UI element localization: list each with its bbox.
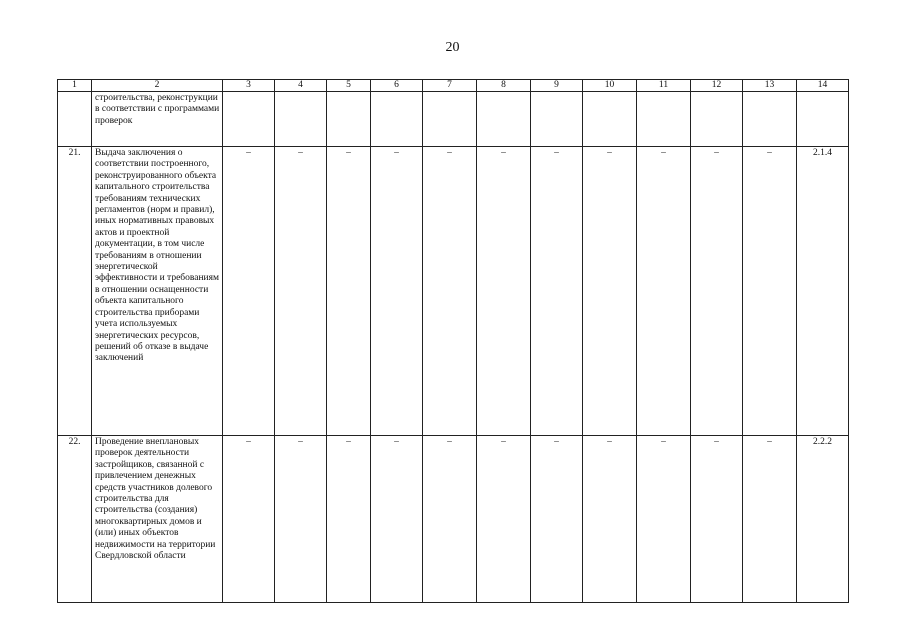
row-number: 22. bbox=[58, 436, 92, 603]
row-code: 2.1.4 bbox=[797, 147, 849, 436]
table-cell: – bbox=[371, 147, 423, 436]
table-cell: – bbox=[637, 147, 691, 436]
table-cell: – bbox=[223, 436, 275, 603]
row-description: строительства, реконструкции в соответствии с программами проверок bbox=[92, 92, 223, 147]
table-cell bbox=[371, 92, 423, 147]
table-cell bbox=[423, 92, 477, 147]
column-header: 5 bbox=[327, 80, 371, 92]
document-table bbox=[57, 79, 849, 603]
table-cell bbox=[691, 92, 743, 147]
column-header: 6 bbox=[371, 80, 423, 92]
table-cell: – bbox=[743, 436, 797, 603]
row-description: Выдача заключения о соответствии построенного, реконструированного объекта капитального строительства требованиям технических регламентов (норм и правил), иных нормативных правовых актов и проектной документации, в том числе требованиям в отношении энергетической эффективности и требованиям в отношении оснащенности объекта капитального строительства приборами учета используемых энергетических ресурсов, решений об отказе в выдаче заключений bbox=[92, 147, 223, 436]
column-header: 7 bbox=[423, 80, 477, 92]
column-header: 12 bbox=[691, 80, 743, 92]
table-cell bbox=[531, 92, 583, 147]
table-cell bbox=[223, 92, 275, 147]
row-code bbox=[797, 92, 849, 147]
column-header: 14 bbox=[797, 80, 849, 92]
table-cell: – bbox=[691, 436, 743, 603]
table-row bbox=[58, 147, 849, 436]
table-cell: – bbox=[743, 147, 797, 436]
table-cell: – bbox=[423, 436, 477, 603]
table-cell: – bbox=[583, 147, 637, 436]
table-cell: – bbox=[477, 436, 531, 603]
table-cell: – bbox=[223, 147, 275, 436]
column-header: 8 bbox=[477, 80, 531, 92]
table-cell: – bbox=[327, 147, 371, 436]
table-cell bbox=[583, 92, 637, 147]
table-cell: – bbox=[423, 147, 477, 436]
table-header-row bbox=[58, 80, 849, 92]
column-header: 1 bbox=[58, 80, 92, 92]
table-cell: – bbox=[691, 147, 743, 436]
column-header: 2 bbox=[92, 80, 223, 92]
table-cell: – bbox=[327, 436, 371, 603]
table-cell bbox=[743, 92, 797, 147]
table-row bbox=[58, 92, 849, 147]
table-cell bbox=[275, 92, 327, 147]
row-number: 21. bbox=[58, 147, 92, 436]
column-header: 11 bbox=[637, 80, 691, 92]
row-number bbox=[58, 92, 92, 147]
table-cell: – bbox=[531, 436, 583, 603]
column-header: 4 bbox=[275, 80, 327, 92]
table-cell bbox=[327, 92, 371, 147]
table-cell bbox=[637, 92, 691, 147]
column-header: 3 bbox=[223, 80, 275, 92]
table-cell: – bbox=[531, 147, 583, 436]
table-cell: – bbox=[275, 147, 327, 436]
table-row bbox=[58, 436, 849, 603]
table-cell: – bbox=[371, 436, 423, 603]
row-code: 2.2.2 bbox=[797, 436, 849, 603]
table-cell: – bbox=[583, 436, 637, 603]
table-cell: – bbox=[477, 147, 531, 436]
page-number: 20 bbox=[445, 40, 460, 55]
table-cell: – bbox=[637, 436, 691, 603]
row-description: Проведение внеплановых проверок деятельности застройщиков, связанной с привлечением денежных средств участников долевого строительства для строительства (создания) многоквартирных домов и (или) иных объектов недвижимости на территории Свердловской области bbox=[92, 436, 223, 603]
column-header: 9 bbox=[531, 80, 583, 92]
column-header: 13 bbox=[743, 80, 797, 92]
table-cell bbox=[477, 92, 531, 147]
column-header: 10 bbox=[583, 80, 637, 92]
table-cell: – bbox=[275, 436, 327, 603]
